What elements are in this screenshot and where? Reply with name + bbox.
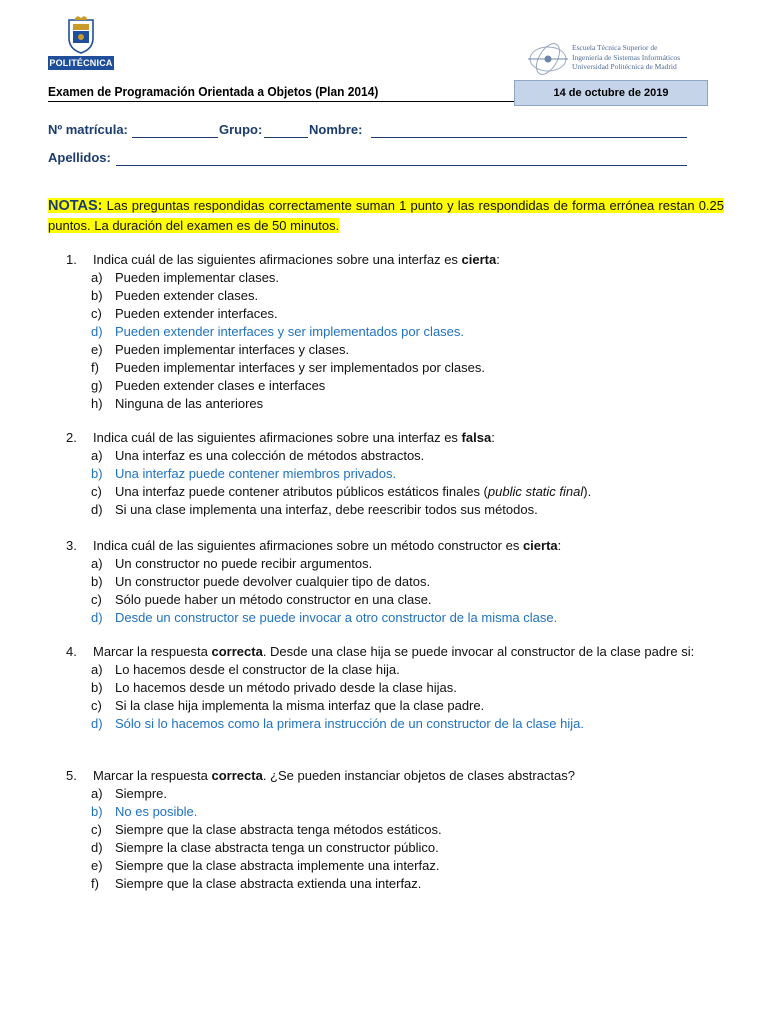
question-text-part: :: [557, 538, 562, 553]
school-line-3: Universidad Politécnica de Madrid: [572, 62, 677, 71]
question-text-part: :: [496, 252, 500, 267]
question-text: [93, 643, 726, 661]
option-d-highlighted[interactable]: [91, 715, 726, 733]
option-text: Si la clase hija implementa la misma interfaz que la clase padre.: [115, 698, 485, 713]
option-f[interactable]: [91, 875, 726, 893]
student-id-row: [48, 122, 724, 142]
matricula-label: Nº matrícula:: [48, 122, 128, 137]
question-keyword: cierta: [461, 252, 497, 267]
option-a[interactable]: [91, 447, 726, 465]
question-text-part: :: [491, 430, 495, 445]
university-band: POLITÉCNICA: [49, 58, 113, 68]
nombre-label: Nombre:: [309, 122, 363, 137]
question-text-part: Marcar la respuesta: [93, 768, 212, 783]
question-number: 5.: [66, 768, 77, 783]
option-text: Siempre que la clase abstracta tenga métodos estáticos.: [115, 822, 442, 837]
option-letter: a): [91, 448, 103, 463]
question-number: 2.: [66, 430, 77, 445]
question-text-part: . Desde una clase hija se puede invocar al constructor de la clase padre si:: [262, 644, 695, 659]
question-text: [93, 537, 726, 555]
option-letter: d): [91, 502, 103, 517]
question-keyword: correcta: [211, 768, 263, 783]
notes-label: NOTAS:: [48, 198, 103, 214]
option-text: Siempre que la clase abstracta extienda una interfaz.: [115, 876, 422, 891]
option-letter: h): [91, 396, 103, 411]
option-c[interactable]: [91, 305, 726, 323]
option-letter: c): [91, 698, 102, 713]
option-text: Pueden implementar interfaces y ser implementados por clases.: [115, 360, 485, 375]
upm-logo: [48, 14, 114, 72]
option-text: Pueden implementar interfaces y clases.: [115, 342, 350, 357]
option-text: Si una clase implementa una interfaz, debe reescribir todos sus métodos.: [115, 502, 538, 517]
grupo-field[interactable]: [264, 137, 308, 138]
option-text: Un constructor no puede recibir argumentos.: [115, 556, 373, 571]
question-keyword: cierta: [522, 538, 558, 553]
school-name: [572, 43, 732, 72]
question-text-part: Indica cuál de las siguientes afirmaciones sobre una interfaz es: [93, 430, 462, 445]
question-1: [66, 251, 726, 413]
option-letter: d): [91, 716, 103, 731]
option-letter: a): [91, 556, 103, 571]
option-text: Siempre.: [115, 786, 168, 801]
option-c[interactable]: [91, 697, 726, 715]
option-b[interactable]: [91, 287, 726, 305]
exam-title: Examen de Programación Orientada a Objetos (Plan 2014): [48, 84, 379, 99]
option-a[interactable]: [91, 661, 726, 679]
option-a[interactable]: [91, 785, 726, 803]
option-text: Siempre la clase abstracta tenga un constructor público.: [115, 840, 439, 855]
option-b-highlighted[interactable]: [91, 803, 726, 821]
school-line-2: Ingeniería de Sistemas Informáticos: [572, 52, 681, 62]
option-letter: a): [91, 786, 103, 801]
option-letter: a): [91, 662, 103, 677]
option-text: Ninguna de las anteriores: [115, 396, 264, 411]
option-text: Una interfaz puede contener miembros privados.: [115, 466, 397, 481]
option-text: Un constructor puede devolver cualquier tipo de datos.: [115, 574, 431, 589]
option-e[interactable]: [91, 341, 726, 359]
option-text: Sólo puede haber un método constructor en una clase.: [115, 592, 432, 607]
notes-highlight: [48, 198, 724, 233]
question-text-part: Indica cuál de las siguientes afirmaciones sobre una interfaz es: [93, 252, 462, 267]
option-letter: b): [91, 288, 103, 303]
option-letter: b): [91, 574, 103, 589]
option-a[interactable]: [91, 555, 726, 573]
question-number: 3.: [66, 538, 77, 553]
question-3: [66, 537, 726, 627]
question-4: [66, 643, 726, 733]
option-text: Pueden extender clases.: [115, 288, 259, 303]
option-letter: c): [91, 484, 102, 499]
option-text: Desde un constructor se puede invocar a otro constructor de la misma clase.: [115, 610, 558, 625]
question-text: [93, 767, 726, 785]
option-h[interactable]: [91, 395, 726, 413]
question-5: [66, 767, 726, 893]
exam-date: 14 de octubre de 2019: [514, 80, 708, 106]
option-letter: c): [91, 822, 102, 837]
option-letter: c): [91, 592, 102, 607]
option-d[interactable]: [91, 839, 726, 857]
question-text-part: Marcar la respuesta: [93, 644, 212, 659]
option-letter: a): [91, 270, 103, 285]
question-number: 1.: [66, 252, 77, 267]
option-b[interactable]: [91, 679, 726, 697]
option-letter: b): [91, 466, 103, 481]
option-text-after: ).: [583, 484, 592, 499]
option-text: Lo hacemos desde el constructor de la clase hija.: [115, 662, 400, 677]
option-text: Pueden extender interfaces y ser implementados por clases.: [115, 324, 465, 339]
option-letter: d): [91, 840, 103, 855]
title-divider: [48, 101, 516, 102]
option-c[interactable]: [91, 483, 726, 501]
option-text: Una interfaz puede contener atributos públicos estáticos finales (: [115, 484, 488, 499]
option-c[interactable]: [91, 591, 726, 609]
nombre-field[interactable]: [371, 137, 687, 138]
upm-crest-icon: [66, 16, 96, 54]
option-letter: f): [91, 360, 99, 375]
option-f[interactable]: [91, 359, 726, 377]
option-letter: g): [91, 378, 103, 393]
option-d-highlighted[interactable]: [91, 609, 726, 627]
option-e[interactable]: [91, 857, 726, 875]
exam-notes: [48, 196, 724, 235]
school-line-1: Escuela Técnica Superior de: [572, 43, 658, 52]
option-g[interactable]: [91, 377, 726, 395]
question-text: [93, 251, 726, 269]
school-emblem-icon: [526, 40, 570, 78]
option-letter: d): [91, 610, 103, 625]
option-b-highlighted[interactable]: [91, 465, 726, 483]
question-text-part: . ¿Se pueden instanciar objetos de clases abstractas?: [262, 768, 575, 783]
notes-text: Las preguntas respondidas correctamente suman 1 punto y las respondidas de forma errónea restan 0.25 puntos. La duración del examen es de 50 minutos.: [48, 198, 725, 233]
option-text: Siempre que la clase abstracta implemente una interfaz.: [115, 858, 440, 873]
option-text: Lo hacemos desde un método privado desde la clase hijas.: [115, 680, 457, 695]
question-text-part: Indica cuál de las siguientes afirmaciones sobre un método constructor es: [93, 538, 523, 553]
option-b[interactable]: [91, 573, 726, 591]
option-letter: f): [91, 876, 99, 891]
option-letter: e): [91, 858, 103, 873]
option-text: No es posible.: [115, 804, 198, 819]
option-d[interactable]: [91, 501, 726, 519]
option-a[interactable]: [91, 269, 726, 287]
option-letter: d): [91, 324, 103, 339]
option-letter: e): [91, 342, 103, 357]
option-text: Sólo si lo hacemos como la primera instrucción de un constructor de la clase hija.: [115, 716, 584, 731]
matricula-field[interactable]: [132, 137, 218, 138]
option-text: Pueden implementar clases.: [115, 270, 280, 285]
surname-row: [48, 150, 724, 170]
option-text: Pueden extender interfaces.: [115, 306, 278, 321]
option-d-highlighted[interactable]: [91, 323, 726, 341]
school-logo: [526, 40, 716, 80]
question-keyword: falsa: [461, 430, 492, 445]
question-2: [66, 429, 726, 519]
option-c[interactable]: [91, 821, 726, 839]
question-number: 4.: [66, 644, 77, 659]
question-text: [93, 429, 726, 447]
option-text: Pueden extender clases e interfaces: [115, 378, 326, 393]
option-text: Una interfaz es una colección de métodos abstractos.: [115, 448, 425, 463]
option-letter: b): [91, 680, 103, 695]
question-keyword: correcta: [211, 644, 263, 659]
apellidos-field[interactable]: [116, 165, 687, 166]
apellidos-label: Apellidos:: [48, 150, 111, 165]
option-letter: c): [91, 306, 102, 321]
option-italic-text: public static final: [487, 484, 584, 499]
grupo-label: Grupo:: [219, 122, 263, 137]
option-letter: b): [91, 804, 103, 819]
